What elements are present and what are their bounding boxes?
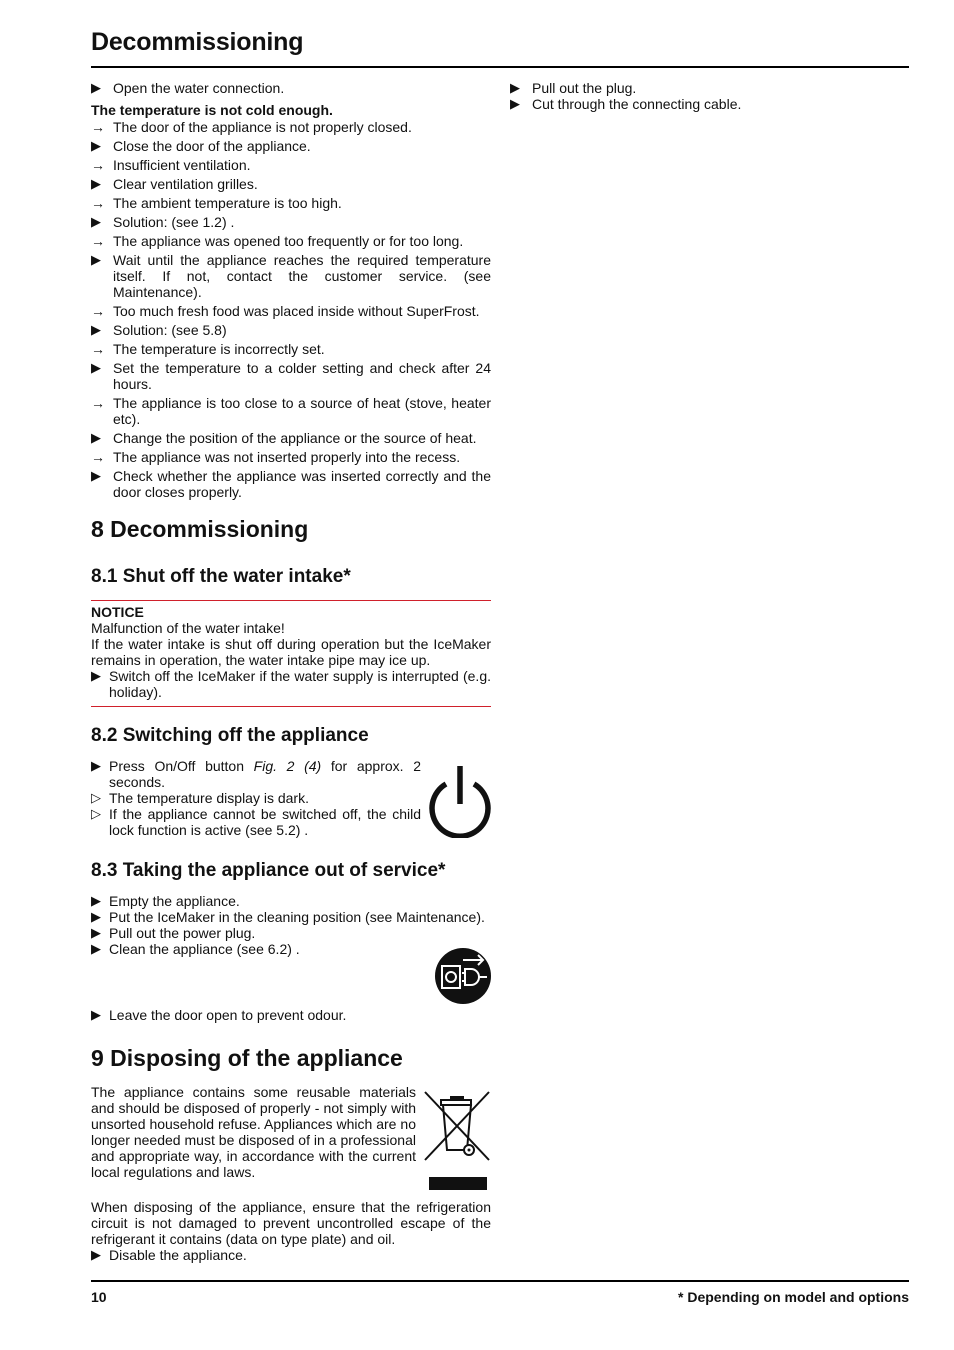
cause-arrow-icon: → xyxy=(91,233,105,249)
troubleshooting-column xyxy=(91,80,491,503)
list-item: ▶ Press On/Off button Fig. 2 (4) for approx. 2 seconds. xyxy=(91,758,421,790)
temperature-list xyxy=(91,119,491,500)
list-item: → The door of the appliance is not properly closed. xyxy=(91,119,412,135)
bullet-arrow-icon: ▶ xyxy=(91,430,101,445)
bullet-arrow-icon: ▶ xyxy=(91,668,101,683)
cause-arrow-icon: → xyxy=(91,119,105,135)
bullet-arrow-icon: ▶ xyxy=(91,925,101,940)
out-of-service-steps xyxy=(91,893,491,957)
switch-off-steps xyxy=(91,758,421,838)
notice-action: ▶ Switch off the IceMaker if the water supply is interrupted (e.g. holiday). xyxy=(91,668,491,700)
list-item: → The temperature is incorrectly set. xyxy=(91,341,325,357)
bullet-arrow-icon: ▶ xyxy=(91,893,101,908)
list-item: ▶ Empty the appliance. xyxy=(91,893,240,909)
disposal-paragraph: The appliance contains some reusable materials and should be disposed of properly - not simply with unsorted household refuse. Appliances which are no longer needed must be disposed of in a professional and appropriate way, in accordance with the current local regulations and laws. xyxy=(91,1084,416,1180)
bullet-arrow-icon: ▶ xyxy=(91,758,101,773)
list-item: ▷ The temperature display is dark. xyxy=(91,790,309,806)
result-triangle-icon: ▷ xyxy=(91,806,101,821)
section-8-3-title: 8.3 Taking the appliance out of service* xyxy=(91,860,446,881)
bullet-arrow-icon: ▶ xyxy=(91,252,101,267)
temperature-heading: The temperature is not cold enough. xyxy=(91,102,333,118)
list-item: ▶ Cut through the connecting cable. xyxy=(510,96,742,112)
out-of-service-last xyxy=(91,1007,491,1023)
power-icon xyxy=(428,764,492,838)
section-8-title: 8 Decommissioning xyxy=(91,516,309,542)
list-item: → Insufficient ventilation. xyxy=(91,157,251,173)
notice-top-rule xyxy=(91,600,491,601)
right-column xyxy=(510,80,910,112)
list-item: → Too much fresh food was placed inside without SuperFrost. xyxy=(91,303,480,319)
cause-arrow-icon: → xyxy=(91,195,105,211)
bullet-arrow-icon: ▶ xyxy=(91,1007,101,1022)
bullet-arrow-icon: ▶ xyxy=(91,941,101,956)
list-item: → The appliance was not inserted properly into the recess. xyxy=(91,449,461,465)
result-triangle-icon: ▷ xyxy=(91,790,101,805)
weee-bin-icon xyxy=(423,1090,493,1192)
list-item: → The appliance was opened too frequently or for too long. xyxy=(91,233,464,249)
bullet-arrow-icon: ▶ xyxy=(91,80,101,95)
notice-line: If the water intake is shut off during operation but the IceMaker remains in operation, the water intake pipe may ice up. xyxy=(91,636,491,668)
list-item: ▶ Leave the door open to prevent odour. xyxy=(91,1007,347,1023)
list-item: ▶ Pull out the power plug. xyxy=(91,925,256,941)
cause-arrow-icon: → xyxy=(91,303,105,319)
bullet-arrow-icon: ▶ xyxy=(91,322,101,337)
list-item: ▶ Close the door of the appliance. xyxy=(91,138,311,154)
footnote: * Depending on model and options xyxy=(678,1289,909,1305)
cause-arrow-icon: → xyxy=(91,341,105,357)
section-8-2-title: 8.2 Switching off the appliance xyxy=(91,725,369,746)
notice-box xyxy=(91,604,491,700)
list-item: ▶ Solution: (see 5.8) xyxy=(91,322,227,338)
list-item: ▷ If the appliance cannot be switched off, the child lock function is active (see 5.2) . xyxy=(91,806,421,838)
list-item: → The appliance is too close to a source of heat (stove, heater etc). xyxy=(91,395,491,427)
bullet-arrow-icon: ▶ xyxy=(91,909,101,924)
page-number: 10 xyxy=(91,1289,107,1305)
cause-arrow-icon: → xyxy=(91,157,105,173)
bullet-arrow-icon: ▶ xyxy=(91,468,101,483)
list-item: ▶ Put the IceMaker in the cleaning position (see Maintenance). xyxy=(91,909,485,925)
bullet-arrow-icon: ▶ xyxy=(510,80,520,95)
bullet-arrow-icon: ▶ xyxy=(91,176,101,191)
list-item: ▶ Pull out the plug. xyxy=(510,80,637,96)
list-item: ▶ Check whether the appliance was inserted correctly and the door closes properly. xyxy=(91,468,491,500)
list-item: → The ambient temperature is too high. xyxy=(91,195,342,211)
cause-arrow-icon: → xyxy=(91,395,105,411)
list-item: ▶ Clear ventilation grilles. xyxy=(91,176,258,192)
bullet-arrow-icon: ▶ xyxy=(91,214,101,229)
notice-bottom-rule xyxy=(91,706,491,707)
refrigerant-paragraph: When disposing of the appliance, ensure that the refrigeration circuit is not damaged to prevent uncontrolled escape of the refrigerant it contains (data on type plate) and oil. ▶ Disable the appliance. xyxy=(91,1199,491,1263)
bullet-arrow-icon: ▶ xyxy=(510,96,520,111)
title-rule xyxy=(91,66,909,68)
cause-arrow-icon: → xyxy=(91,449,105,465)
bullet-arrow-icon: ▶ xyxy=(91,360,101,375)
section-9-title: 9 Disposing of the appliance xyxy=(91,1045,403,1071)
unplug-icon xyxy=(435,948,491,1004)
list-item: ▶ Solution: (see 1.2) . xyxy=(91,214,235,230)
notice-label: NOTICE xyxy=(91,604,144,620)
section-8-1-title: 8.1 Shut off the water intake* xyxy=(91,566,351,587)
list-item: ▶ Change the position of the appliance or the source of heat. xyxy=(91,430,477,446)
notice-line: Malfunction of the water intake! xyxy=(91,620,285,636)
list-item: ▶ Set the temperature to a colder setting and check after 24 hours. xyxy=(91,360,491,392)
footer-rule xyxy=(91,1280,909,1282)
list-item: ▶ Wait until the appliance reaches the required temperature itself. If not, contact the customer service. (see Maintenance). xyxy=(91,252,491,300)
list-item: ▶ Open the water connection. xyxy=(91,80,285,96)
bullet-arrow-icon: ▶ xyxy=(91,138,101,153)
bullet-arrow-icon: ▶ xyxy=(91,1247,101,1262)
list-item: ▶ Disable the appliance. xyxy=(91,1247,247,1263)
list-item: ▶ Clean the appliance (see 6.2) . xyxy=(91,941,300,957)
page-title: Decommissioning xyxy=(91,28,304,56)
